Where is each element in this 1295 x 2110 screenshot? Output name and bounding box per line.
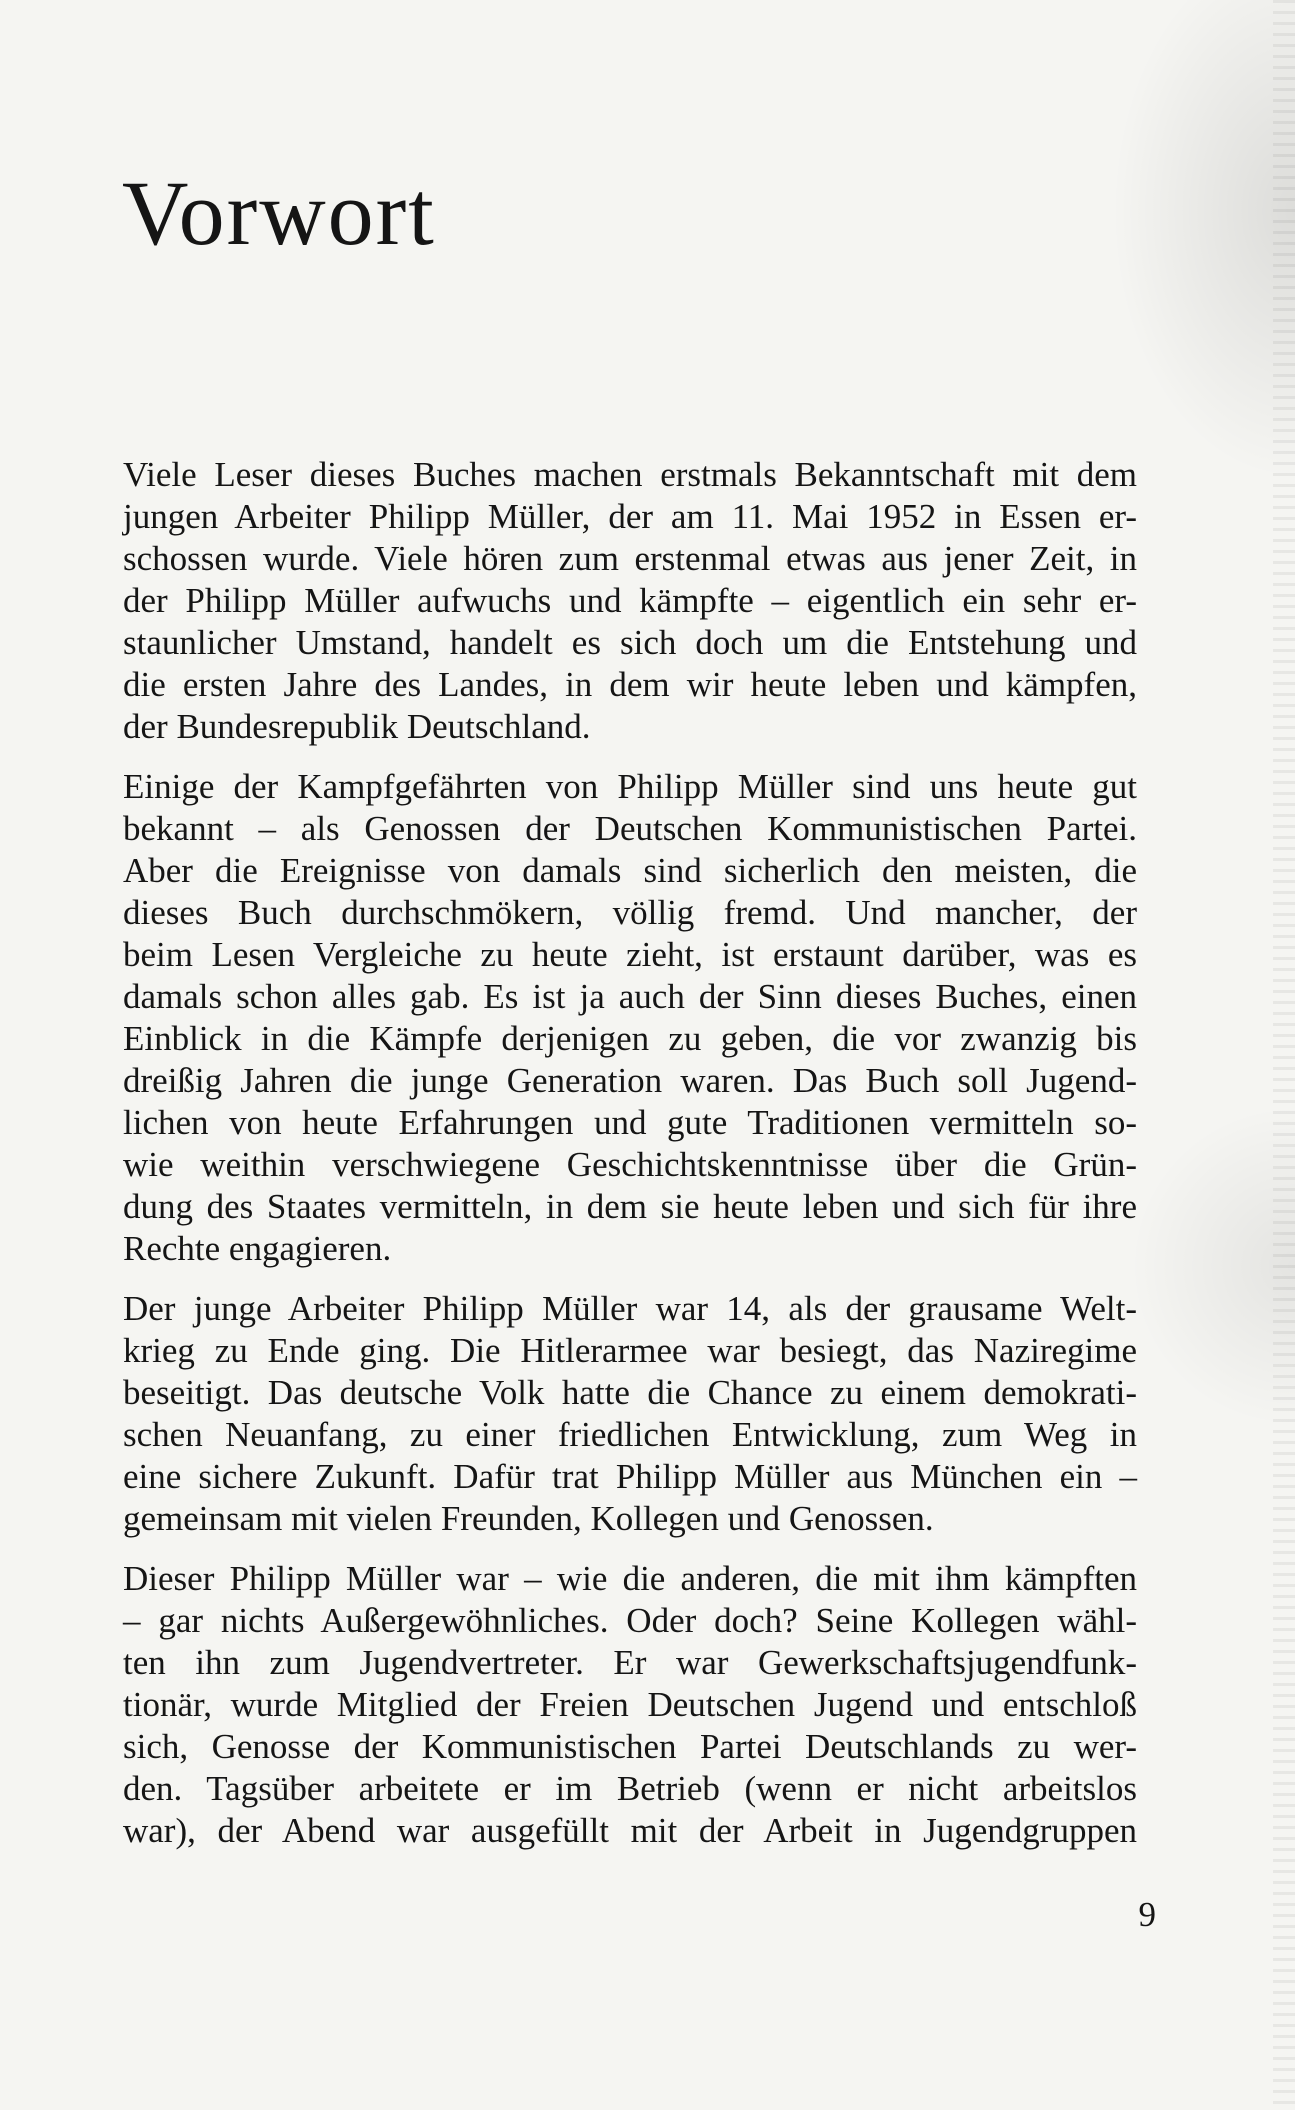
text-line: damals schon alles gab. Es ist ja auch der Sinn dieses Buches, einen (123, 977, 1137, 1016)
text-line: gemeinsam mit vielen Freunden, Kollegen und Genossen. (123, 1499, 934, 1538)
page-number: 9 (1138, 1895, 1156, 1934)
text-line: Dieser Philipp Müller war – wie die anderen, die mit ihm kämpften (123, 1559, 1137, 1598)
text-line: Rechte engagieren. (123, 1229, 392, 1268)
text-line: der Philipp Müller aufwuchs und kämpfte – eigentlich ein sehr er- (123, 581, 1137, 620)
text-line: bekannt – als Genossen der Deutschen Kommunistischen Partei. (123, 809, 1137, 848)
text-line: Viele Leser dieses Buches machen erstmals Bekanntschaft mit dem (123, 455, 1137, 494)
paragraph-3 (123, 1288, 1137, 1540)
text-line: – gar nichts Außergewöhnliches. Oder doch? Seine Kollegen wähl- (123, 1601, 1137, 1640)
text-line: der Bundesrepublik Deutschland. (123, 707, 591, 746)
text-line: sich, Genosse der Kommunistischen Partei Deutschlands zu wer- (123, 1727, 1137, 1766)
text-line: wie weithin verschwiegene Geschichtskenntnisse über die Grün- (123, 1145, 1137, 1184)
chapter-title: Vorwort (122, 162, 436, 264)
text-line: die ersten Jahre des Landes, in dem wir heute leben und kämpfen, (123, 665, 1137, 704)
text-line: lichen von heute Erfahrungen und gute Traditionen vermitteln so- (123, 1103, 1137, 1142)
text-line: dieses Buch durchschmökern, völlig fremd. Und mancher, der (123, 893, 1137, 932)
text-line: schossen wurde. Viele hören zum erstenmal etwas aus jener Zeit, in (123, 539, 1137, 578)
text-line: krieg zu Ende ging. Die Hitlerarmee war besiegt, das Naziregime (123, 1331, 1137, 1370)
text-line: Einige der Kampfgefährten von Philipp Müller sind uns heute gut (123, 767, 1137, 806)
text-line: ten ihn zum Jugendvertreter. Er war Gewerkschaftsjugendfunk- (123, 1643, 1137, 1682)
text-line: dreißig Jahren die junge Generation waren. Das Buch soll Jugend- (123, 1061, 1137, 1100)
text-line: beim Lesen Vergleiche zu heute zieht, ist erstaunt darüber, was es (123, 935, 1137, 974)
text-line: Der junge Arbeiter Philipp Müller war 14, als der grausame Welt- (123, 1289, 1137, 1328)
paragraph-2 (123, 766, 1137, 1270)
text-line: war), der Abend war ausgefüllt mit der Arbeit in Jugendgruppen (123, 1811, 1137, 1850)
text-line: tionär, wurde Mitglied der Freien Deutschen Jugend und entschloß (123, 1685, 1137, 1724)
text-line: jungen Arbeiter Philipp Müller, der am 11. Mai 1952 in Essen er- (123, 497, 1137, 536)
text-line: Einblick in die Kämpfe derjenigen zu geben, die vor zwanzig bis (123, 1019, 1137, 1058)
text-line: eine sichere Zukunft. Dafür trat Philipp Müller aus München ein – (123, 1457, 1137, 1496)
paragraph-1 (123, 454, 1137, 748)
paragraph-4 (123, 1558, 1137, 1852)
text-line: dung des Staates vermitteln, in dem sie heute leben und sich für ihre (123, 1187, 1137, 1226)
text-line: Aber die Ereignisse von damals sind sicherlich den meisten, die (123, 851, 1137, 890)
text-line: staunlicher Umstand, handelt es sich doch um die Entstehung und (123, 623, 1137, 662)
text-line: schen Neuanfang, zu einer friedlichen Entwicklung, zum Weg in (123, 1415, 1137, 1454)
page-edge-shadow (1273, 0, 1295, 2110)
chapter-body (123, 454, 1137, 1870)
text-line: den. Tagsüber arbeitete er im Betrieb (wenn er nicht arbeitslos (123, 1769, 1137, 1808)
text-line: beseitigt. Das deutsche Volk hatte die Chance zu einem demokrati- (123, 1373, 1137, 1412)
